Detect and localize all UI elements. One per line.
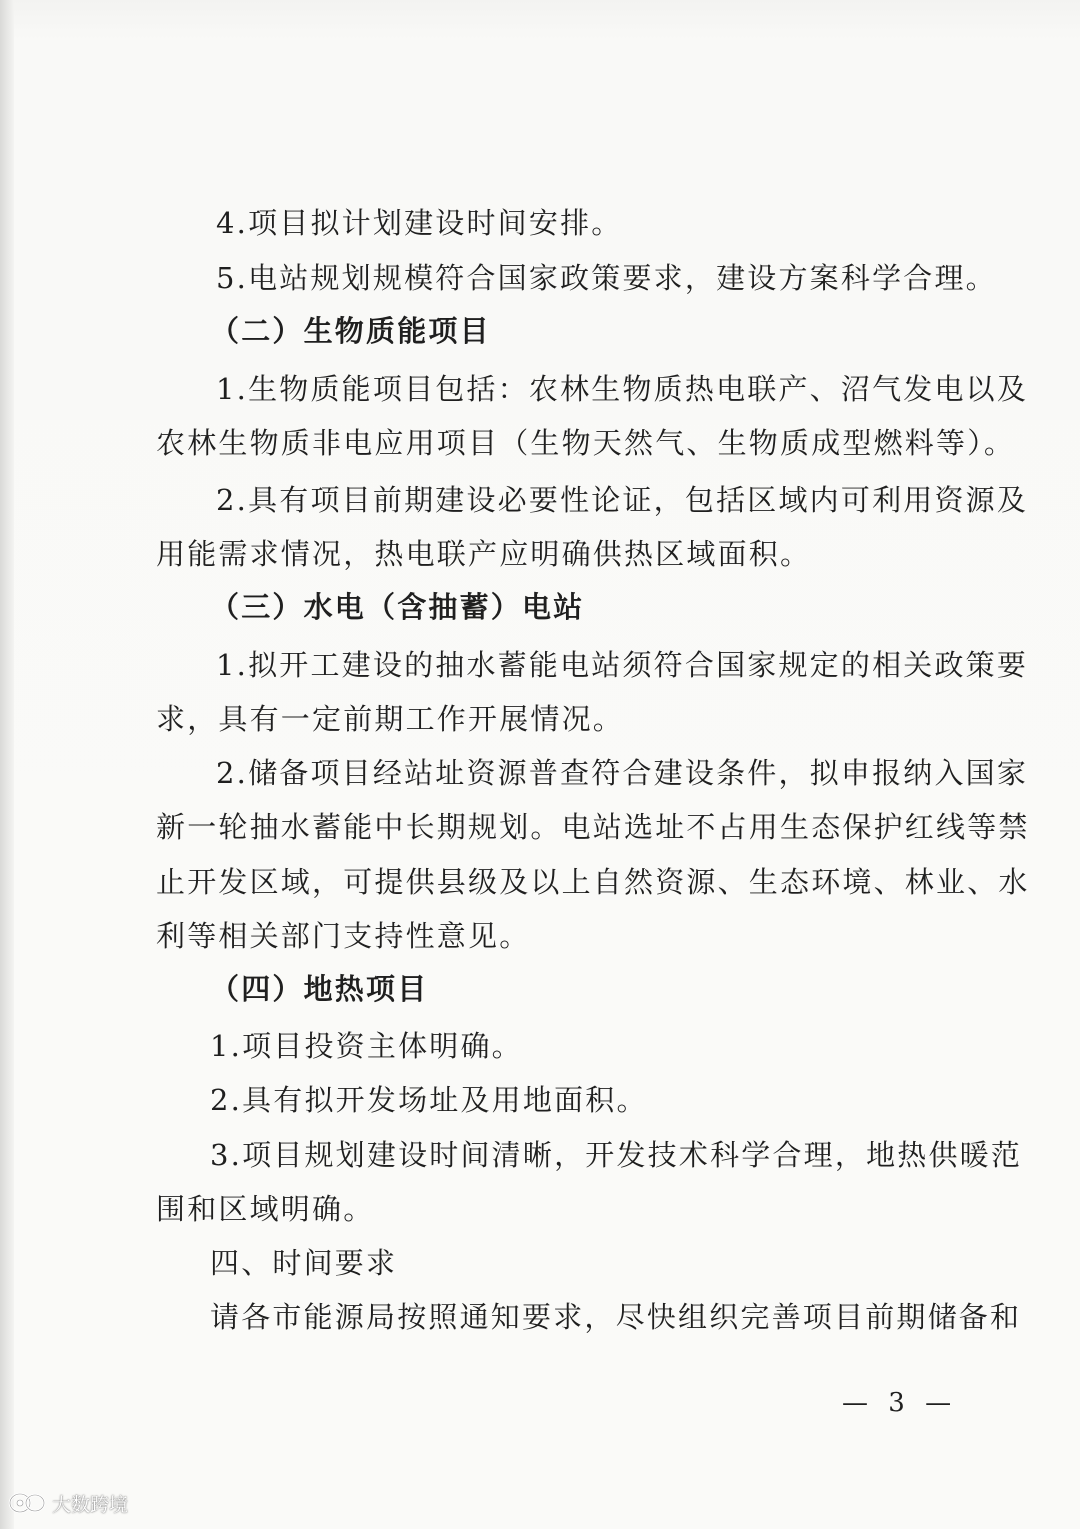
text-line-hydro-2c: 止开发区域，可提供县级及以上自然资源、生态环境、林业、水 — [156, 865, 1030, 899]
watermark — [8, 1488, 128, 1518]
text-line-biomass-2b: 用能需求情况，热电联产应明确供热区域面积。 — [156, 537, 812, 571]
text-line-biomass-1b: 农林生物质非电应用项目（生物天然气、生物质成型燃料等）。 — [156, 426, 1016, 460]
text-line-geo-1: 1.项目投资主体明确。 — [210, 1029, 523, 1063]
text-line-biomass-2a: 2.具有项目前期建设必要性论证，包括区域内可利用资源及 — [216, 483, 1029, 517]
text-line-item-5: 5.电站规划规模符合国家政策要求，建设方案科学合理。 — [216, 261, 997, 295]
text-line-biomass-1a: 1.生物质能项目包括：农林生物质热电联产、沼气发电以及 — [216, 372, 1029, 406]
watermark-text: 大数跨境 — [52, 1493, 129, 1516]
section-heading-time: 四、时间要求 — [210, 1246, 398, 1280]
text-line-hydro-2d: 利等相关部门支持性意见。 — [156, 919, 531, 953]
text-line-geo-3a: 3.项目规划建设时间清晰，开发技术科学合理，地热供暖范 — [210, 1138, 1023, 1172]
section-heading-biomass: （二）生物质能项目 — [210, 314, 491, 348]
section-heading-geothermal: （四）地热项目 — [210, 972, 429, 1006]
text-line-item-4: 4.项目拟计划建设时间安排。 — [216, 206, 623, 240]
text-line-geo-3b: 围和区域明确。 — [156, 1192, 375, 1226]
page-number: — 3 — — [842, 1388, 958, 1418]
text-line-geo-2: 2.具有拟开发场址及用地面积。 — [210, 1083, 648, 1117]
text-line-hydro-2b: 新一轮抽水蓄能中长期规划。电站选址不占用生态保护红线等禁 — [156, 810, 1030, 844]
weibo-eye-icon — [8, 1491, 46, 1515]
text-line-hydro-1a: 1.拟开工建设的抽水蓄能电站须符合国家规定的相关政策要 — [216, 648, 1029, 682]
text-line-hydro-2a: 2.储备项目经站址资源普查符合建设条件，拟申报纳入国家 — [216, 756, 1029, 790]
section-heading-hydro: （三）水电（含抽蓄）电站 — [210, 590, 585, 624]
page-edge-shadow — [0, 0, 14, 1529]
text-line-time-1: 请各市能源局按照通知要求，尽快组织完善项目前期储备和 — [210, 1300, 1022, 1334]
text-line-hydro-1b: 求，具有一定前期工作开展情况。 — [156, 702, 625, 736]
